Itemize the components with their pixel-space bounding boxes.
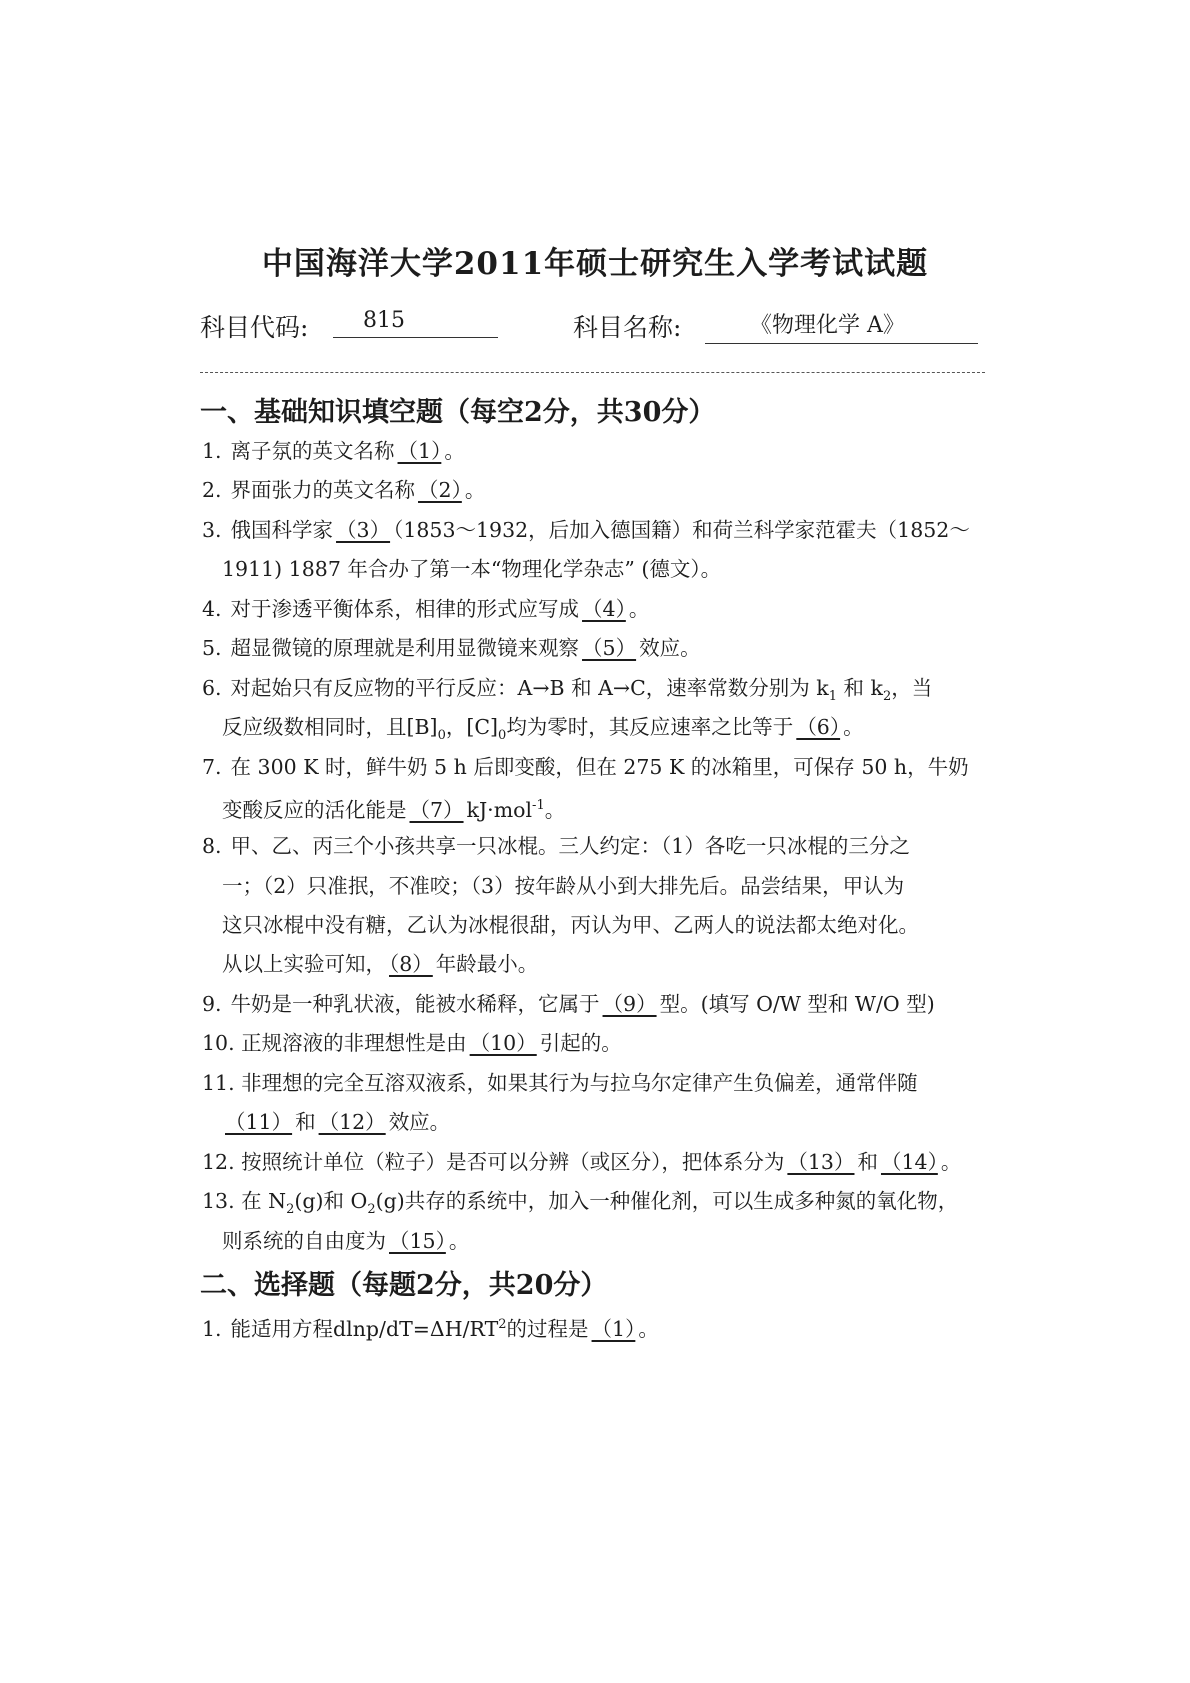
answer-blank: （2） — [418, 478, 462, 502]
subscript: 0 — [437, 728, 446, 744]
question-text: （1853～1932，后加入德国籍）和荷兰科学家范霍夫（1852～ — [393, 518, 970, 542]
question-text: 界面张力的英文名称 — [230, 478, 416, 502]
section-1-title: 一、基础知识填空题（每空2分，共30分） — [200, 397, 716, 428]
question-2 — [202, 475, 485, 505]
question-5 — [202, 633, 701, 663]
question-text: 。 — [638, 1316, 659, 1341]
question-9 — [202, 989, 935, 1019]
question-text: 按照统计单位（粒子）是否可以分辨（或区分），把体系分为 — [241, 1150, 785, 1174]
question-text: 效应。 — [388, 1110, 451, 1134]
answer-blank: （14） — [880, 1150, 938, 1174]
question-13 — [202, 1186, 958, 1225]
question-text: 在 300 K 时，鲜牛奶 5 h 后即变酸，但在 275 K 的冰箱里，可保存 50 h，牛奶 — [230, 755, 969, 779]
question-1 — [202, 436, 465, 466]
answer-blank: （6） — [796, 715, 841, 739]
question-text: 甲、乙、丙三个小孩共享一只冰棍。三人约定：（1）各吃一只冰棍的三分之 — [230, 834, 910, 858]
question-7-line-2 — [222, 791, 565, 825]
question-number: 11. — [202, 1071, 235, 1095]
section-2-title: 二、选择题（每题2分，共20分） — [200, 1270, 608, 1301]
question-text: 型。(填写 O/W 型和 W/O 型) — [659, 992, 935, 1016]
question-number: 4. — [202, 597, 222, 621]
question-7 — [202, 752, 969, 782]
question-text: (g)共存的系统中，加入一种催化剂，可以生成多种氮的氧化物， — [375, 1189, 959, 1213]
question-text: 。 — [628, 597, 650, 621]
question-text: 超显微镜的原理就是利用显微镜来观察 — [230, 636, 580, 660]
question-number: 12. — [202, 1150, 235, 1174]
subject-code-value: 815 — [333, 308, 498, 338]
question-number: 1. — [202, 439, 222, 463]
answer-blank: （8） — [389, 952, 433, 976]
question-number: 7. — [202, 755, 222, 779]
answer-blank: （1） — [397, 439, 442, 463]
question-number: 2. — [202, 478, 222, 502]
question-13-line-2 — [222, 1226, 469, 1256]
answer-blank: （5） — [582, 636, 637, 660]
subject-name-value: 《物理化学 A》 — [705, 308, 978, 344]
question-text: 效应。 — [639, 636, 701, 660]
question-number: 1. — [202, 1316, 222, 1341]
question-text: (g)和 O — [294, 1189, 368, 1213]
question-8-line-2: 一；（2）只准抿，不准咬；（3）按年龄从小到大排先后。品尝结果，甲认为 — [222, 874, 905, 898]
question-text: 。 — [940, 1150, 962, 1174]
question-text: 。 — [464, 478, 486, 502]
subscript: 2 — [367, 1202, 376, 1218]
question-text: 俄国科学家 — [230, 518, 334, 542]
question-text: ，当 — [891, 676, 933, 700]
question-text: 和 — [295, 1110, 316, 1134]
question-text: 的过程是 — [506, 1316, 589, 1341]
answer-blank: （11） — [225, 1110, 293, 1134]
question-number: 3. — [202, 518, 222, 542]
question-3-line-2: 1911) 1887 年合办了第一本“物理化学杂志” (德文）。 — [222, 557, 722, 581]
question-3 — [202, 515, 970, 545]
question-text: 反应级数相同时，且[B] — [222, 715, 438, 739]
question-text: 。 — [843, 715, 864, 739]
question-text: 则系统的自由度为 — [222, 1229, 386, 1253]
answer-blank: （10） — [469, 1031, 537, 1055]
question-number: 9. — [202, 992, 222, 1016]
subject-name-label: 科目名称: — [573, 313, 682, 342]
answer-blank: （7） — [409, 797, 464, 822]
question-8-line-4 — [222, 949, 538, 979]
question-text: 从以上实验可知， — [222, 952, 386, 976]
choice-question-1 — [202, 1310, 659, 1344]
answer-blank: （13） — [787, 1150, 855, 1174]
question-4 — [202, 594, 649, 624]
question-12 — [202, 1147, 961, 1177]
question-text: 引起的。 — [539, 1031, 622, 1055]
answer-blank: （4） — [582, 597, 626, 621]
page-title: 中国海洋大学2011年硕士研究生入学考试试题 — [261, 246, 929, 282]
question-text: 变酸反应的活化能是 — [222, 797, 407, 822]
question-6 — [202, 673, 932, 712]
question-text: kJ·mol — [466, 797, 533, 822]
question-8 — [202, 831, 910, 861]
question-11-line-2 — [222, 1107, 450, 1137]
dashed-divider — [200, 372, 985, 373]
question-text: 在 N — [241, 1189, 287, 1213]
question-text: 。 — [448, 1229, 470, 1253]
superscript: -1 — [532, 798, 545, 813]
answer-blank: （12） — [318, 1110, 386, 1134]
answer-blank: （15） — [389, 1229, 446, 1253]
question-10 — [202, 1028, 622, 1058]
question-text: 。 — [544, 797, 566, 822]
question-text: 均为零时，其反应速率之比等于 — [506, 715, 794, 739]
question-number: 10. — [202, 1031, 235, 1055]
subscript: 1 — [828, 689, 837, 705]
question-text: 。 — [444, 439, 465, 463]
question-text: 和 k — [837, 676, 883, 700]
question-text: 正规溶液的非理想性是由 — [241, 1031, 467, 1055]
question-6-line-2 — [222, 712, 864, 751]
answer-blank: （1） — [591, 1316, 636, 1341]
question-number: 6. — [202, 676, 222, 700]
question-text: 离子氛的英文名称 — [230, 439, 395, 463]
question-number: 5. — [202, 636, 222, 660]
subject-code-label: 科目代码: — [200, 313, 309, 342]
question-11 — [202, 1068, 918, 1098]
question-text: 能适用方程dlnp/dT=ΔH/RT — [230, 1316, 499, 1341]
answer-blank: （9） — [602, 992, 657, 1016]
question-text: ，[C] — [445, 715, 499, 739]
question-text: 和 — [857, 1150, 878, 1174]
question-text: 非理想的完全互溶双液系，如果其行为与拉乌尔定律产生负偏差，通常伴随 — [241, 1071, 918, 1095]
answer-blank: （3） — [336, 518, 391, 542]
question-text: 牛奶是一种乳状液，能被水稀释，它属于 — [230, 992, 600, 1016]
question-text: 对起始只有反应物的平行反应：A→B 和 A→C，速率常数分别为 k — [230, 676, 829, 700]
question-text: 对于渗透平衡体系，相律的形式应写成 — [230, 597, 580, 621]
subscript: 2 — [286, 1202, 295, 1218]
question-number: 8. — [202, 834, 222, 858]
subscript: 0 — [498, 728, 507, 744]
question-text: 年龄最小。 — [435, 952, 539, 976]
question-8-line-3: 这只冰棍中没有糖，乙认为冰棍很甜，丙认为甲、乙两人的说法都太绝对化。 — [222, 913, 919, 937]
subscript: 2 — [882, 689, 892, 705]
superscript: 2 — [498, 1317, 507, 1332]
question-number: 13. — [202, 1189, 235, 1213]
